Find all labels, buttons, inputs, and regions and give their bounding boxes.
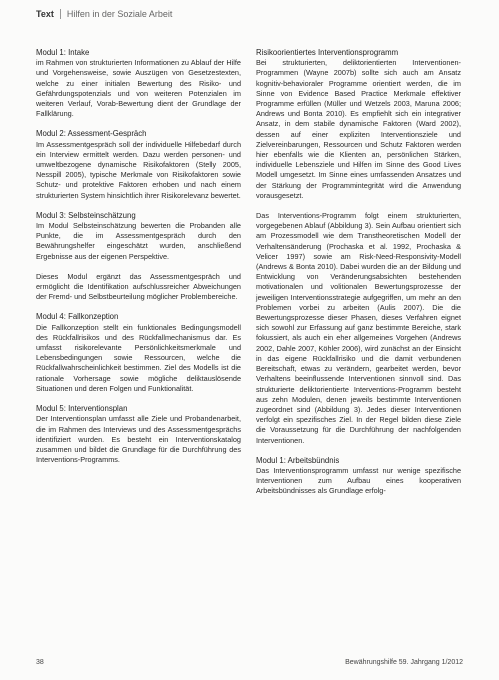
header-divider xyxy=(60,9,61,19)
journal-info: Bewährungshilfe 59. Jahrgang 1/2012 xyxy=(345,658,463,666)
page-number: 38 xyxy=(36,658,44,666)
paragraph: Die Fallkonzeption stellt ein funktionales Bedingungsmodell des Rückfallrisikos und des Rückfallmechanismus dar. Es umfasst risikorelevante Persönlichkeitsmerkmale und Lebensbedingungen sowie Ressourcen, welche die Rückfallwahrscheinlichkeit bestimmen. Ziel des Modells ist die rationale Vorhersage sowie mögliche deliktauslösende Situationen und deren Folgen und Funktionalität. xyxy=(36,322,241,393)
left-column xyxy=(36,48,241,465)
section-heading: Modul 1: Arbeitsbündnis xyxy=(256,455,340,465)
paragraph: Der Interventionsplan umfasst alle Ziele und Probandenarbeit, die im Rahmen des Interviews und des Assessmentgesprächs identifiziert wurden. Es besteht ein Interventionskatalog zusammen und bildet die Grundlage für die Durchführung des Interventions-Programms. xyxy=(36,414,241,465)
paragraph: Das Interventions-Programm folgt einem strukturierten, vorgegebenen Ablauf (Abbildung 3). Sein Aufbau orientiert sich am Prozessmodell wie dem Transtheoretischen Modell der Verhaltensänderung (Prochaska et al. 1992, Prochaska & Velicer 1997) sowie am Risk-Need-Responsivity-Modell (Andrews & Bonta 2010). Dabei wurden die an der Bildung und Entwicklung von Veränderungsabsichten bestehenden motivationalen und volitionalen Bewertungsprozesse der jeweiligen Interventionsstrategie aufgegriffen, um mehr an den Problemen vorbei zu arbeiten (Aulis 2007). Die die Bewertungsprozesse dieser Phasen, dieses Verfahren eignet sich sowohl zur Erfassung auf ganz bestimmte Bereiche, stark fokussiert, als auch ein eher allgemeines Vorgehen (Andrews 2002, Dahle 2007, Köhler 2006), wird zunächst an der Einsicht in das eigene Rückfallrisiko und die damit verbundenen Bereitschaft, etwas zu verändern, gearbeitet werden, bevor Verhaltens beeinflussende Interventionen sinnvoll sind. Das strukturierte deliktorientierte Interventions-Programm besteht aus zehn Modulen, denen jeweils bestimmte Interventionen zugeordnet sind (Abbildung 3). Jedes dieser Interventionen verfolgt ein spezifisches Ziel. In der Regel bilden diese Ziele die Voraussetzung für die Durchführung der nachfolgenden Interventionen. xyxy=(256,211,461,445)
paragraph: Im Assessmentgespräch soll der individuelle Hilfebedarf durch ein Interview ermittelt werden. Dazu werden personen- und umweltbezogene dynamische Risikofaktoren (Stelly 2005, Nesspill 2005), typische Merkmale von Risikofaktoren sowie Schutz- und protektive Faktoren erhoben und nach einem strukturierten System hinsichtlich ihrer Risikorelevanz bewertet. xyxy=(36,139,241,200)
section-heading: Modul 4: Fallkonzeption xyxy=(36,312,119,322)
paragraph: Dieses Modul ergänzt das Assessmentgespräch und ermöglicht die Identifikation aufschlussreicher Abweichungen der Fremd- und Selbstbeurteilung möglicher Problembereiche. xyxy=(36,271,241,302)
right-column xyxy=(256,48,461,497)
page-footer xyxy=(36,656,463,668)
header-subtitle: Hilfen in der Soziale Arbeit xyxy=(66,9,173,19)
section-heading: Modul 3: Selbsteinschätzung xyxy=(36,210,136,220)
paragraph: Das Interventionsprogramm umfasst nur wenige spezifische Interventionen zum Aufbau eines kooperativen Arbeitsbündnisses als Grundlage erfolg- xyxy=(256,465,461,496)
running-header xyxy=(36,7,172,21)
section-heading: Modul 2: Assessment-Gespräch xyxy=(36,129,147,139)
section-heading: Risikoorientiertes Interventionsprogramm xyxy=(256,48,399,57)
section-heading: Modul 5: Interventionsplan xyxy=(36,404,128,414)
paragraph: Bei strukturierten, deliktorientierten Interventionen-Programmen (Wayne 2007b) sollte sich auch am Ansatz kognitiv-behavioraler Programme orientiert werden, die im Sinne von Evidence Based Practice Merkmale effektiver Programme erfüllen (Müller und Wetzels 2003, Maruna 2006; Andrews und Bonta 2010). Es empfiehlt sich ein integrativer Ansatz, in dem stabile dynamische Faktoren (Ward 2002), dessen auf einer expliziten Interventionsziele und Zielvereinbarungen, Ressourcen und Schutz Faktoren werden hier ebenfalls wie die Klienten an, persönlichen Stärken, individuelle Lebensziele und Hilfen im Sinne des Good Lives Modell umgesetzt. Im Sinne eines umfassenden Ansatzes und der Stärkung der Programmintegrität wird die Anwendung vorausgesetzt. xyxy=(256,58,461,200)
header-section: Text xyxy=(36,9,54,19)
paragraph: Im Modul Selbsteinschätzung bewerten die Probanden alle Punkte, die im Assessmentgespräch durch den Bewährungshelfer eingeschätzt wurden, anschließend Ergebnisse aus der eigenen Perspektive. xyxy=(36,221,241,261)
section-heading: Modul 1: Intake xyxy=(36,48,90,57)
paragraph: im Rahmen von strukturierten Informationen zu Ablauf der Hilfe und Vorgehensweise, sowie Auszügen von Gesetzestexten, welche zu einer initialen Bewertung des Risiko- und Gefährdungspotenzials und von weiteren Potenzialen im weiteren Verlauf, Vorab-Bewertung dient der Grundlage der Fallklärung. xyxy=(36,58,241,119)
